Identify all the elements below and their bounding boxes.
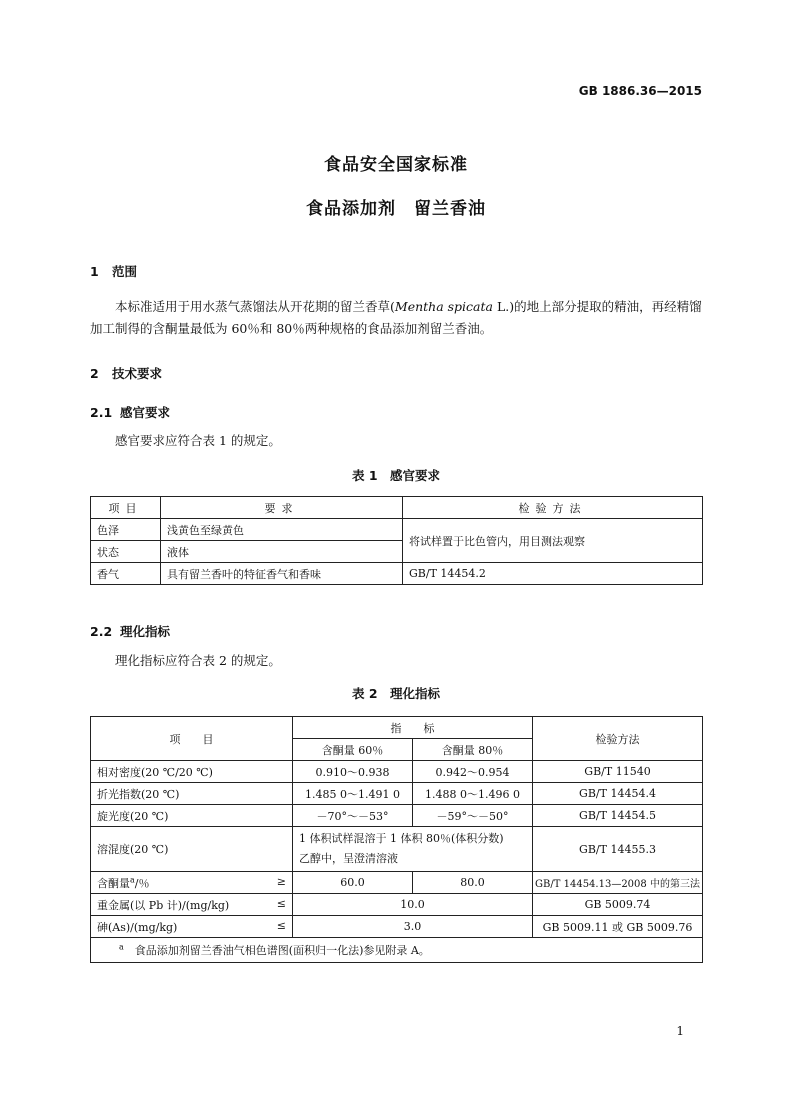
sensory-intro: 感官要求应符合表 1 的规定。 [115,433,281,448]
table-row [91,563,703,585]
table-row [91,761,703,783]
section-title: 技术要求 [112,366,163,381]
row-item: 折光指数(20 ℃) [91,783,293,805]
row-requirement: 具有留兰香叶的特征香气和香味 [161,563,403,585]
comparison-symbol: ≥ [276,874,286,888]
physicochemical-indices-table [90,716,703,963]
header-method: 检验方法 [403,497,703,519]
row-method: GB 5009.74 [533,894,703,916]
comparison-symbol: ≤ [276,896,286,910]
row-value-60: 60.0 [293,872,413,894]
header-ketone-60: 含酮量 60％ [293,739,413,761]
table-row [91,519,703,541]
row-item: 旋光度(20 ℃) [91,805,293,827]
comparison-symbol: ≤ [276,918,286,932]
row-requirement: 液体 [161,541,403,563]
row-value-60: －70°～－53° [293,805,413,827]
document-subtitle: 食品添加剂 留兰香油 [306,199,486,219]
header-requirement: 要求 [161,497,403,519]
header-item: 项目 [91,497,161,519]
physchem-intro: 理化指标应符合表 2 的规定。 [115,653,281,668]
footnote-text: 食品添加剂留兰香油气相色谱图(面积归一化法)参见附录 A。 [123,944,430,957]
table-footnote [91,938,703,963]
section-1-heading [90,262,137,280]
table-row [91,805,703,827]
row-method: GB 5009.11 或 GB 5009.76 [533,916,703,938]
latin-name: Mentha spicata [394,299,493,314]
table-row [91,894,703,916]
row-value-merged: 3.0 [293,916,533,938]
row-method: GB/T 14454.13—2008 中的第三法 [533,872,703,894]
sensory-requirements-table [90,496,703,585]
section-title: 范围 [112,264,138,279]
row-value-merged: 10.0 [293,894,533,916]
page-number: 1 [676,1024,684,1038]
section-number: 2 [90,366,99,381]
row-value-80: 80.0 [413,872,533,894]
section-number: 2.1 [90,405,113,420]
scope-text-part1: 本标准适用于用水蒸气蒸馏法从开花期的留兰香草( [115,299,395,314]
row-method: GB/T 11540 [533,761,703,783]
table-2-caption: 表 2 理化指标 [351,686,441,701]
header-item: 项 目 [91,717,293,761]
section-2-1-heading [90,403,170,421]
footnote-marker: a [130,874,135,884]
section-2-2-heading [90,622,170,640]
row-item: 状态 [91,541,161,563]
table-row [91,916,703,938]
standard-code: GB 1886.36—2015 [578,84,702,98]
row-value-60: 1.485 0～1.491 0 [293,783,413,805]
row-method: GB/T 14454.5 [533,805,703,827]
solubility-line-2: 乙醇中，呈澄清溶液 [299,852,398,865]
header-method: 检验方法 [533,717,703,761]
section-title: 理化指标 [120,624,171,639]
table-header-row [91,497,703,519]
row-value-merged [293,827,533,872]
row-item: 溶混度(20 ℃) [91,827,293,872]
row-requirement: 浅黄色至绿黄色 [161,519,403,541]
row-item: 相对密度(20 ℃/20 ℃) [91,761,293,783]
ketone-label: 含酮量 [97,876,130,890]
row-item [91,916,293,938]
ketone-unit: /％ [134,876,150,890]
header-index: 指 标 [293,717,533,739]
heavy-metal-label: 重金属(以 Pb 计)/(mg/kg) [97,898,230,912]
section-2-heading [90,364,162,382]
scope-text-part2: L.)的地上部分提取的精油，再经精馏加工制得的含酮量最低为 60％和 80％两种规格的食品添加剂留兰香油。 [90,299,702,336]
table-row [91,872,703,894]
table-footnote-row [91,938,703,963]
row-item [91,894,293,916]
row-method: GB/T 14454.2 [403,563,703,585]
document-title: 食品安全国家标准 [324,155,468,175]
section-title: 感官要求 [120,405,171,420]
row-value-80: －59°～－50° [413,805,533,827]
row-value-80: 0.942～0.954 [413,761,533,783]
row-method: GB/T 14454.4 [533,783,703,805]
row-method-merged: 将试样置于比色管内，用目测法观察 [403,519,703,563]
table-1-caption: 表 1 感官要求 [351,468,441,483]
row-value-80: 1.488 0～1.496 0 [413,783,533,805]
table-row [91,783,703,805]
scope-paragraph [90,296,704,340]
table-row [91,827,703,872]
header-ketone-80: 含酮量 80％ [413,739,533,761]
footnote-marker: a [119,942,124,952]
table-header-row [91,717,703,739]
row-item: 香气 [91,563,161,585]
row-method: GB/T 14455.3 [533,827,703,872]
section-number: 2.2 [90,624,113,639]
solubility-line-1: 1 体积试样混溶于 1 体积 80％(体积分数) [299,832,504,845]
row-item: 色泽 [91,519,161,541]
row-value-60: 0.910～0.938 [293,761,413,783]
arsenic-label: 砷(As)/(mg/kg) [97,920,178,934]
section-number: 1 [90,264,99,279]
row-item [91,872,293,894]
